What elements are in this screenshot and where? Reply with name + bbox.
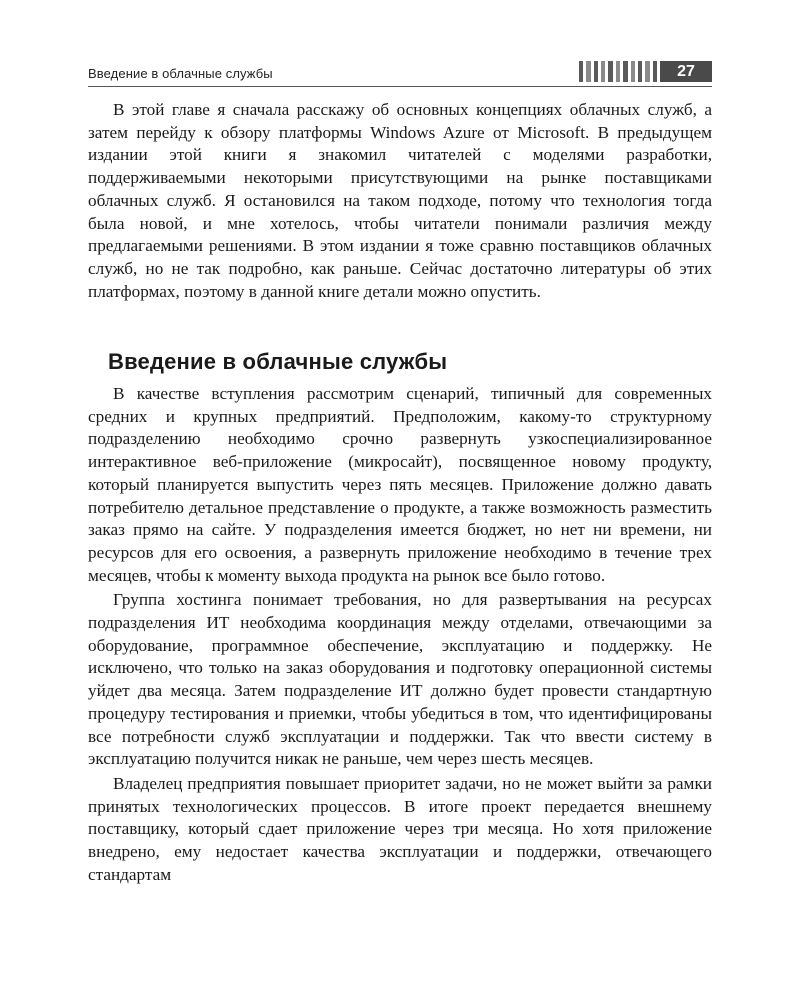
body-paragraph-2: Группа хостинга понимает требования, но для развертывания на ресурсах подразделения ИТ необходима координация между отделами, отвечающими за оборудование, программное обеспечение, эксплуатацию и поддержку. Не исключено, что только на заказ оборудования и подготовку операционной системы уйдет два месяца. Затем подразделение ИТ должно будет провести стандартную процедуру тестирования и приемки, чтобы убедиться в том, что идентифицированы все потребности служб эксплуатации и поддержки. Так что ввести систему в эксплуатацию получится никак не раньше, чем через шесть месяцев. [88, 590, 712, 769]
header-divider [88, 86, 712, 87]
body-paragraph-1: В качестве вступления рассмотрим сценарий, типичный для современных средних и крупных предприятий. Предположим, какому-то структурному подразделению необходимо срочно развернуть узкоспециализированное интерактивное веб-приложение (микросайт), посвященное новому продукту, который планируется выпустить через пять месяцев. Приложение должно давать потребителю детальное представление о продукте, а также возможность разместить заказ прямо на сайте. У подразделения имеется бюджет, но нет ни времени, ни ресурсов для его освоения, а развернуть приложение необходимо в течение трех месяцев, чтобы к моменту выхода продукта на рынок все было готово. [88, 384, 712, 585]
running-head-title: Введение в облачные службы [88, 66, 273, 81]
intro-text [88, 99, 712, 303]
section-heading: Введение в облачные службы [108, 349, 448, 374]
intro-paragraph: В этой главе я сначала расскажу об основных концепциях облачных служб, а затем перейду к обзору платформы Windows Azure от Microsoft. В предыдущем издании этой книги я знакомил читателей с моделями разработки, поддерживаемыми некоторыми присутствующими на рынке поставщиками облачных служб. Я остановился на таком подходе, потому что технология тогда была новой, и мне хотелось, чтобы читатели понимали различия между предлагаемыми решениями. В этом издании я тоже сравню поставщиков облачных служб, но не так подробно, как раньше. Сейчас достаточно литературы об этих платформах, поэтому в данной книге детали можно опустить. [88, 100, 712, 301]
page-number: 27 [660, 61, 712, 82]
header-stripe-decoration [579, 61, 657, 82]
body-paragraph-3: Владелец предприятия повышает приоритет задачи, но не может выйти за рамки принятых технологических процессов. В итоге проект передается внешнему поставщику, который сдает приложение через три месяца. Но хотя приложение внедрено, ему недостает качества эксплуатации и поддержки, отвечающего стандартам [88, 773, 712, 884]
section-body [88, 383, 712, 886]
